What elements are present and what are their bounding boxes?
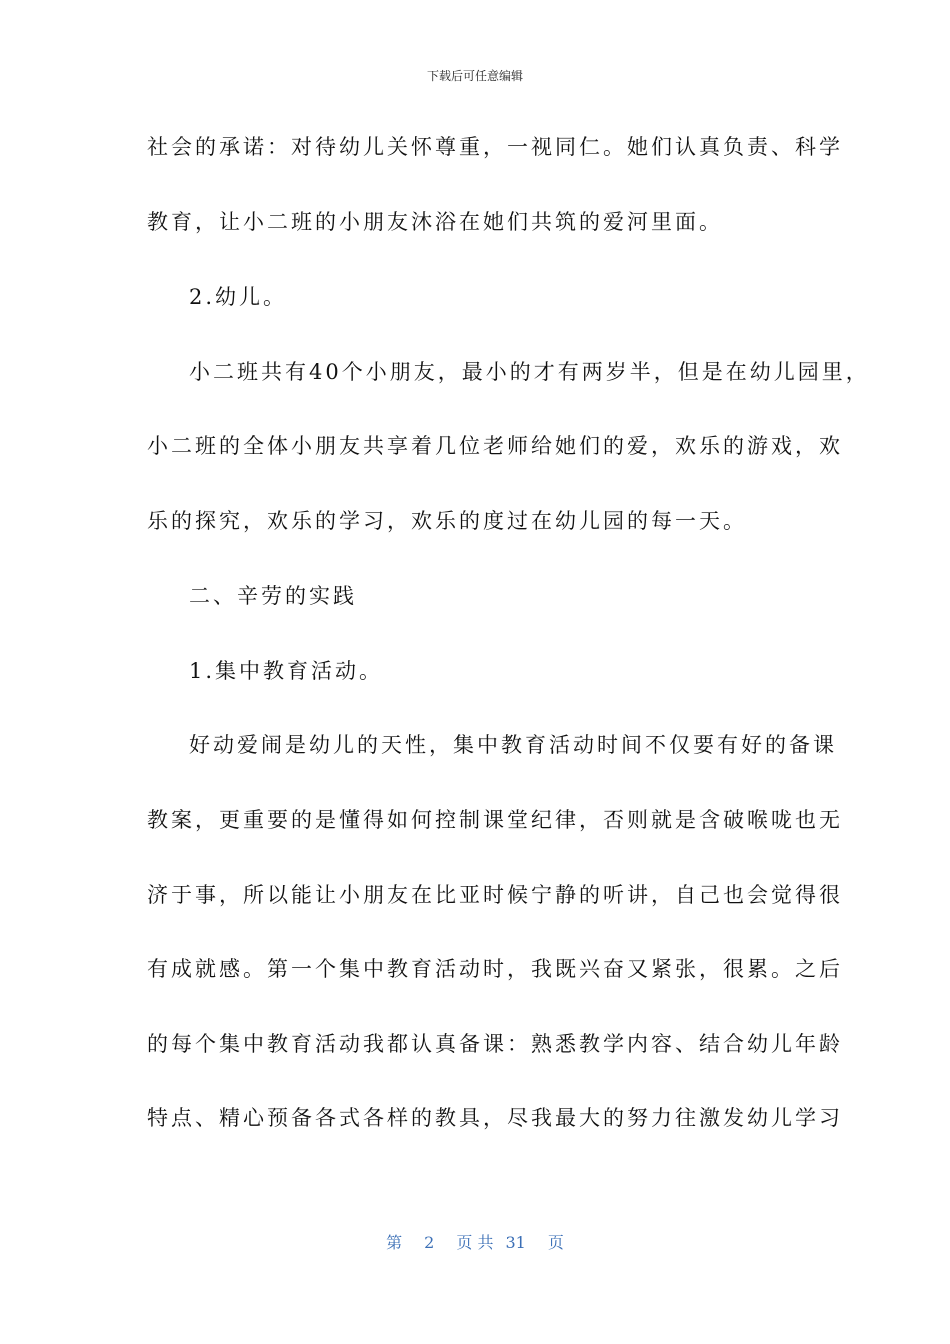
- body-line: 有成就感。第一个集中教育活动时，我既兴奋又紧张，很累。之后: [147, 957, 843, 981]
- body-line: 小二班共有40个小朋友，最小的才有两岁半，但是在幼儿园里，: [189, 360, 870, 384]
- body-line: 济于事，所以能让小朋友在比亚时候宁静的听讲，自己也会觉得很: [147, 883, 843, 907]
- section-heading: 二、辛劳的实践: [189, 584, 357, 608]
- subheading: 1.集中教育活动。: [189, 659, 384, 683]
- footer-middle: 页 共: [456, 1233, 494, 1252]
- page-header: 下载后可任意编辑: [426, 69, 523, 83]
- body-line: 社会的承诺：对待幼儿关怀尊重，一视同仁。她们认真负责、科学: [147, 135, 843, 159]
- body-line: 的每个集中教育活动我都认真备课：熟悉教学内容、结合幼儿年龄: [147, 1032, 843, 1056]
- footer-prefix: 第: [386, 1233, 403, 1252]
- body-line: 小二班的全体小朋友共享着几位老师给她们的爱，欢乐的游戏，欢: [147, 434, 843, 458]
- footer-total-pages: 31: [505, 1233, 526, 1252]
- body-line: 乐的探究，欢乐的学习，欢乐的度过在幼儿园的每一天。: [147, 509, 747, 533]
- body-line: 教育，让小二班的小朋友沐浴在她们共筑的爱河里面。: [147, 210, 723, 234]
- body-line: 好动爱闹是幼儿的天性，集中教育活动时间不仅要有好的备课: [189, 733, 837, 757]
- footer-suffix: 页: [547, 1233, 564, 1252]
- footer-page-number: 2: [424, 1233, 435, 1252]
- page-footer: [0, 1230, 950, 1253]
- body-line: 特点、精心预备各式各样的教具，尽我最大的努力往激发幼儿学习: [147, 1106, 843, 1130]
- body-line: 教案，更重要的是懂得如何控制课堂纪律，否则就是含破喉咙也无: [147, 808, 843, 832]
- subheading: 2.幼儿。: [189, 285, 288, 309]
